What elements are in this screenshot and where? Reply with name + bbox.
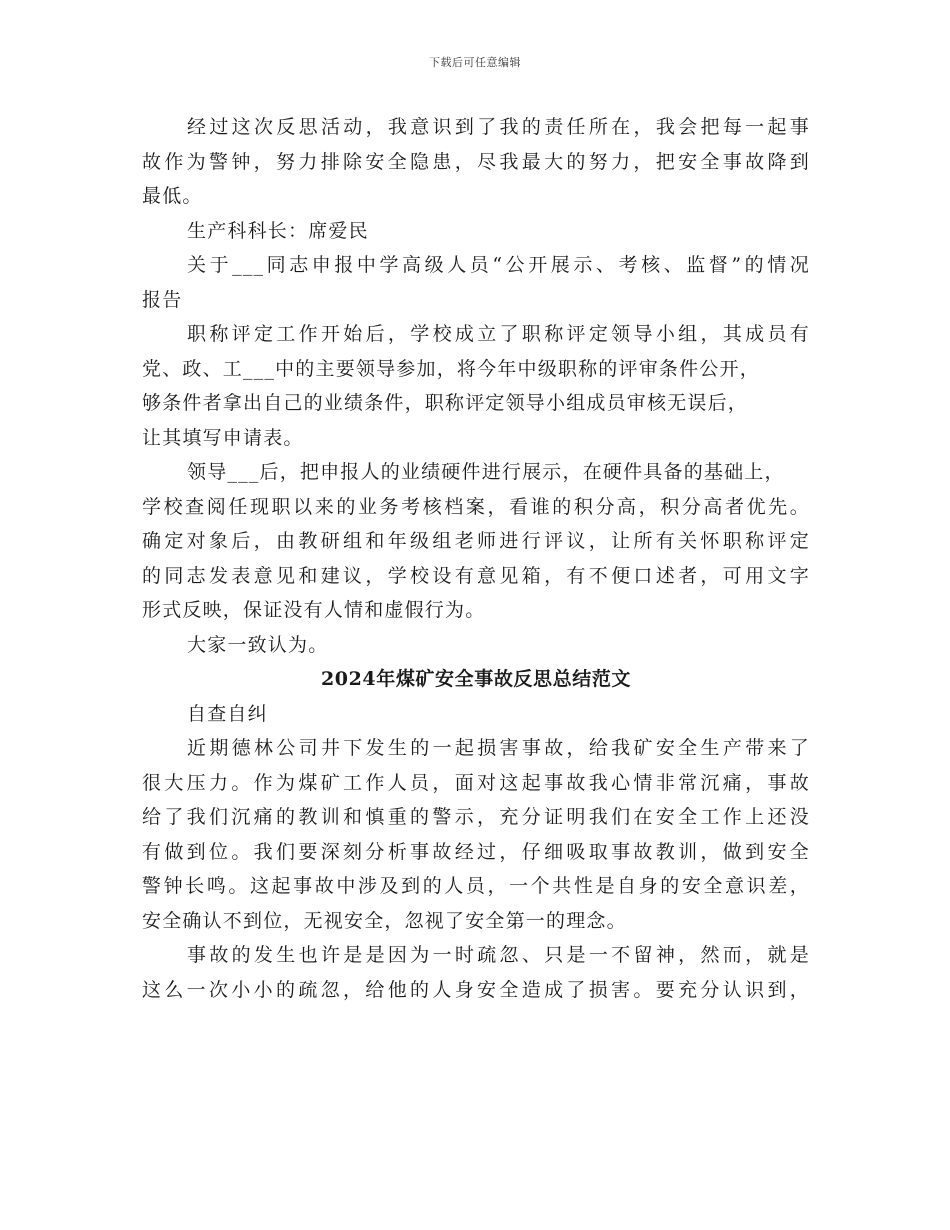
text-line: 让其填写申请表。 [142, 426, 304, 449]
text-line: 学校查阅任现职以来的业务考核档案，看谁的积分高，积分高者优先。 [142, 495, 810, 518]
section-after-title [142, 697, 810, 1008]
text-line: 确定对象后，由教研组和年级组老师进行评议，让所有关怀职称评定 [142, 530, 810, 552]
text-line: 生产科科长：席爱民 [187, 219, 369, 242]
text-line: 这么一次小小的疏忽，给他的人身安全造成了损害。要充分认识到， [142, 978, 810, 1001]
text-line: 够条件者拿出自己的业绩条件，职称评定领导小组成员审核无误后， [142, 392, 749, 414]
text-line: 的同志发表意见和建议，学校设有意见箱，有不便口述者，可用文字 [142, 564, 810, 587]
text-line: 党、政、工___中的主要领导参加，将今年中级职称的评审条件公开， [142, 357, 760, 380]
text-line: 大家一致认为。 [187, 633, 329, 656]
text-line: 领导___后，把申报人的业绩硬件进行展示，在硬件具备的基础上， [187, 461, 785, 483]
header-note: 下载后可任意编辑 [429, 56, 521, 69]
text-line: 关于___同志申报中学高级人员“公开展示、考核、监督”的情况 [187, 254, 810, 276]
text-line: 事故的发生也许是是因为一时疏忽、只是一不留神，然而，就是 [187, 944, 810, 966]
text-line: 形式反映，保证没有人情和虚假行为。 [142, 599, 486, 621]
text-line: 职称评定工作开始后，学校成立了职称评定领导小组，其成员有 [187, 323, 810, 345]
text-line: 报告 [142, 288, 183, 311]
text-line: 警钟长鸣。这起事故中涉及到的人员，一个共性是自身的安全意识差， [142, 875, 810, 897]
text-line: 经过这次反思活动，我意识到了我的责任所在，我会把每一起事 [187, 116, 810, 138]
text-line: 故作为警钟，努力排除安全隐患，尽我最大的努力，把安全事故降到 [142, 150, 810, 173]
document-title: 2024年煤矿安全事故反思总结范文 [320, 668, 632, 690]
text-line: 安全确认不到位，无视安全，忽视了安全第一的理念。 [142, 909, 627, 932]
text-line: 自查自纠 [187, 702, 268, 725]
text-line: 最低。 [142, 185, 203, 207]
text-line: 近期德林公司井下发生的一起损害事故，给我矿安全生产带来了 [187, 737, 810, 759]
text-line: 给了我们沉痛的教训和慎重的警示，充分证明我们在安全工作上还没 [142, 806, 810, 828]
text-line: 很大压力。作为煤矿工作人员，面对这起事故我心情非常沉痛，事故 [142, 771, 810, 794]
document-body [142, 110, 810, 1007]
section-before-title [142, 110, 810, 662]
text-line: 有做到位。我们要深刻分析事故经过，仔细吸取事故教训，做到安全 [142, 840, 810, 863]
